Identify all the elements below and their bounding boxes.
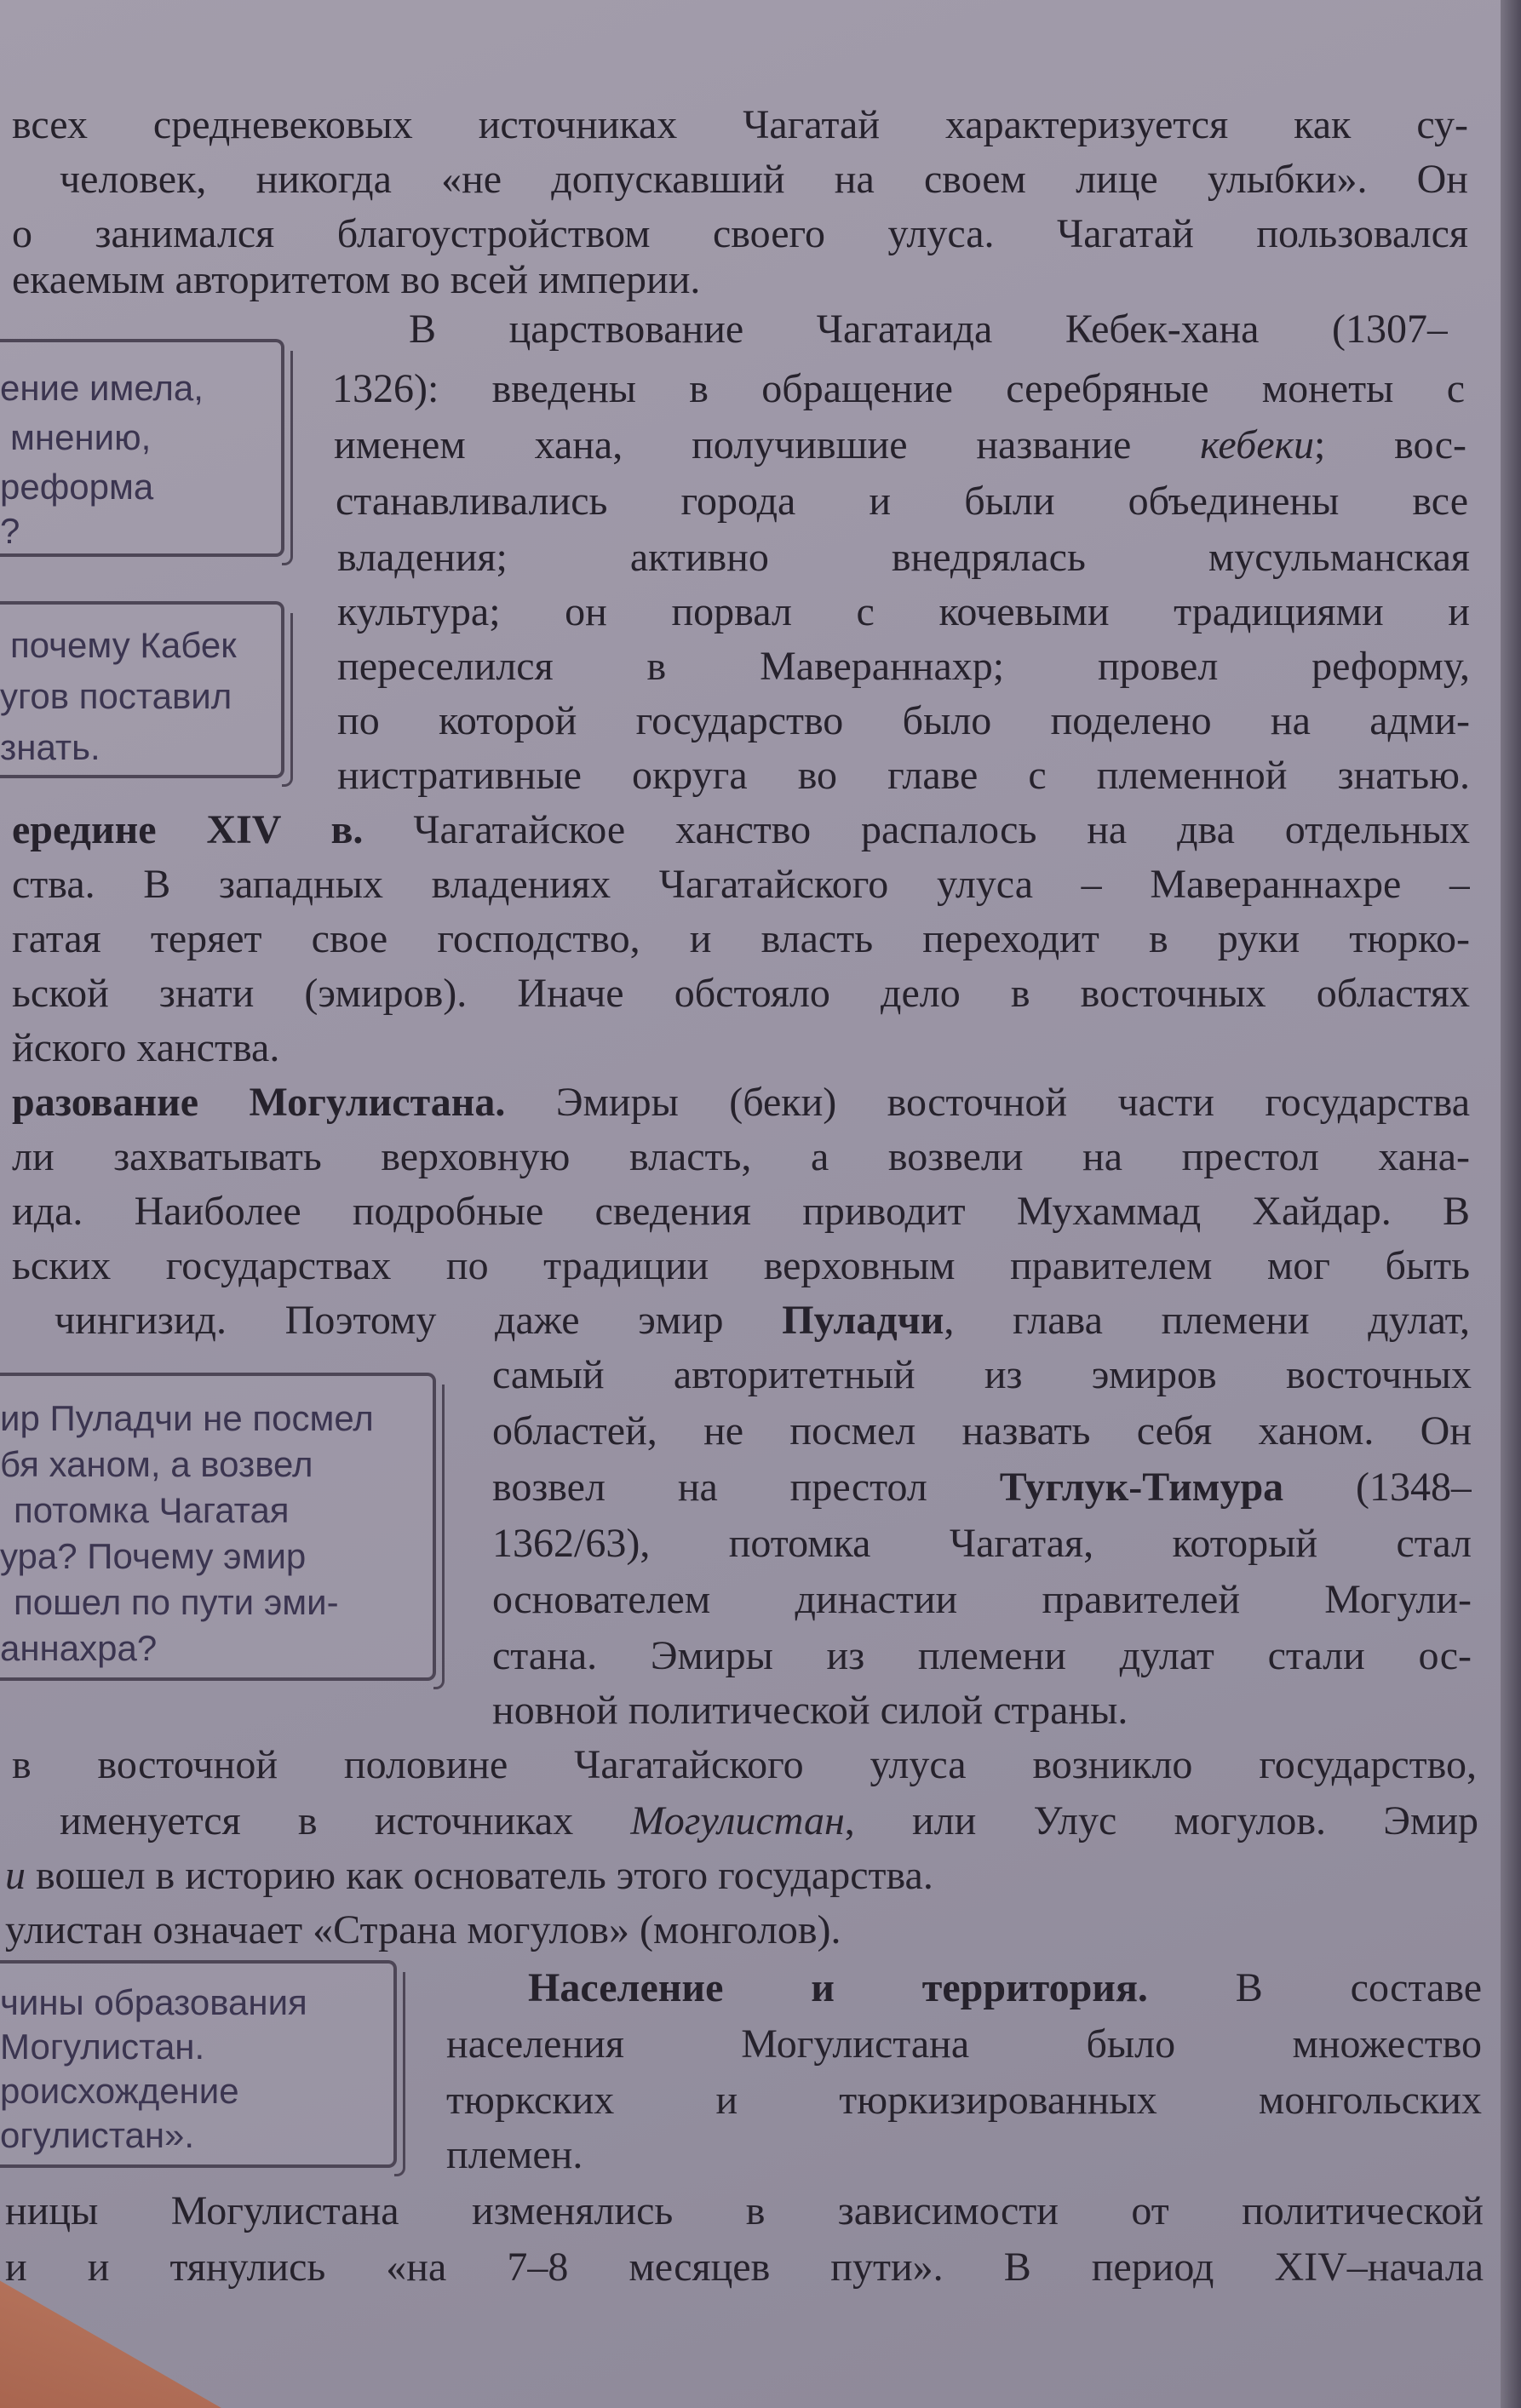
text-line <box>5 1851 933 1901</box>
text-line: екаемым авторитетом во всей империи. <box>12 257 701 302</box>
text-fragment: (1348– <box>1283 1465 1472 1510</box>
text-line: йского ханства. <box>12 1025 280 1070</box>
text-fragment: , глава племени дулат, <box>944 1298 1470 1343</box>
question-box <box>0 1960 397 2168</box>
italic-fragment: и <box>5 1853 26 1898</box>
bold-heading: Население и территория. <box>528 1965 1148 2010</box>
text-line: ницы Могулистана изменялись в зависимости от политической <box>5 2188 1484 2233</box>
box-text: Могулистан. <box>0 2027 205 2067</box>
text-line: ида. Наиболее подробные сведения приводит Мухаммад Хайдар. В <box>12 1189 1470 1234</box>
bold-name: Туглук-Тимура <box>999 1465 1284 1510</box>
text-line <box>492 1463 1472 1512</box>
text-line <box>60 1797 1478 1846</box>
text-line: улистан означает «Страна могулов» (монголов). <box>5 1907 841 1952</box>
text-line: ства. В западных владениях Чагатайского улуса – Мавераннахре – <box>12 862 1470 907</box>
text-fragment: Эмиры (беки) восточной части государства <box>505 1080 1470 1125</box>
text-line: нистративные округа во главе с племенной знатью. <box>337 753 1470 798</box>
text-line: и и тянулись «на 7–8 месяцев пути». В период XIV–начала <box>5 2245 1484 2290</box>
text-fragment: чингизид. Поэтому даже эмир <box>55 1298 783 1343</box>
text-line: по которой государство было поделено на адми- <box>337 698 1470 743</box>
text-line: 1362/63), потомка Чагатая, который стал <box>492 1521 1472 1566</box>
box-text: ура? Почему эмир <box>0 1536 307 1576</box>
text-line <box>12 1078 1470 1127</box>
box-text: ? <box>0 511 20 551</box>
text-fragment: В составе <box>1147 1965 1482 2010</box>
text-fragment: вошел в историю как основатель этого государства. <box>26 1853 933 1898</box>
text-fragment: возвел на престол <box>492 1465 1000 1510</box>
box-text: огулистан». <box>0 2115 195 2155</box>
text-line: человек, никогда «не допускавший на своем лице улыбки». Он <box>60 157 1468 202</box>
text-line: культура; он порвал с кочевыми традициями и <box>337 589 1470 634</box>
bold-heading: разование Могулистана. <box>12 1080 506 1125</box>
box-text: бя ханом, а возвел <box>0 1444 313 1484</box>
text-line: 1326): введены в обращение серебряные монеты с <box>332 366 1465 411</box>
box-text: потомка Чагатая <box>14 1490 290 1530</box>
text-line: ьской знати (эмиров). Иначе обстояло дело в восточных областях <box>12 971 1470 1016</box>
box-text: угов поставил <box>0 676 232 716</box>
question-box <box>0 601 284 778</box>
text-line: племен. <box>446 2132 583 2177</box>
text-fragment: ; вос- <box>1314 422 1466 467</box>
term-mogulistan: Могулистан <box>630 1798 845 1843</box>
text-line: в восточной половине Чагатайского улуса возникло государство, <box>12 1742 1477 1787</box>
text-line: новной политической силой страны. <box>492 1688 1128 1733</box>
text-line: В царствование Чагатаида Кебек-хана (1307– <box>409 307 1448 352</box>
text-fragment: , или Улус могулов. Эмир <box>844 1798 1478 1843</box>
text-line: о занимался благоустройством своего улуса. Чагатай пользовался <box>12 211 1468 256</box>
bold-heading: ередине XIV в. <box>12 807 364 852</box>
text-line: всех средневековых источниках Чагатай характеризуется как су- <box>12 102 1468 147</box>
term-kebeki: кебеки <box>1200 422 1314 467</box>
text-fragment: Чагатайское ханство распалось на два отдельных <box>363 807 1470 852</box>
text-line <box>55 1296 1470 1345</box>
question-box <box>0 339 284 557</box>
text-line <box>12 806 1470 855</box>
text-line: ли захватывать верховную власть, а возвели на престол хана- <box>12 1134 1470 1179</box>
question-box <box>0 1373 436 1681</box>
text-line <box>528 1964 1482 2013</box>
box-text: ир Пуладчи не посмел <box>0 1398 374 1438</box>
text-line: основателем династии правителей Могули- <box>492 1577 1472 1622</box>
text-line: владения; активно внедрялась мусульманская <box>337 535 1470 580</box>
text-fragment: именуется в источниках <box>60 1798 631 1843</box>
text-line <box>334 421 1466 470</box>
box-text: чины образования <box>0 1982 307 2022</box>
text-line: переселился в Мавераннахр; провел реформу, <box>337 644 1470 689</box>
text-line: населения Могулистана было множество <box>446 2021 1482 2067</box>
box-text: почему Кабек <box>10 625 237 665</box>
box-text: аннахра? <box>0 1628 158 1668</box>
box-text: реформа <box>0 467 154 507</box>
box-text: знать. <box>0 727 100 767</box>
text-line: областей, не посмел назвать себя ханом. Он <box>492 1408 1472 1453</box>
text-fragment: именем хана, получившие название <box>334 422 1201 467</box>
page-edge <box>1501 0 1521 2408</box>
desk-surface <box>0 2212 221 2408</box>
box-text: мнению, <box>10 417 152 457</box>
text-line: ьских государствах по традиции верховным правителем мог быть <box>12 1243 1470 1288</box>
box-text: роисхождение <box>0 2071 239 2111</box>
text-line: стана. Эмиры из племени дулат стали ос- <box>492 1633 1472 1678</box>
text-line: станавливались города и были объединены все <box>336 479 1468 524</box>
text-line: самый авторитетный из эмиров восточных <box>492 1352 1472 1397</box>
text-line: гатая теряет свое господство, и власть переходит в руки тюрко- <box>12 916 1470 961</box>
box-text: ение имела, <box>0 368 204 408</box>
box-text: пошел по пути эми- <box>14 1582 339 1622</box>
text-line: тюркских и тюркизированных монгольских <box>446 2078 1482 2123</box>
bold-name: Пуладчи <box>782 1298 944 1343</box>
